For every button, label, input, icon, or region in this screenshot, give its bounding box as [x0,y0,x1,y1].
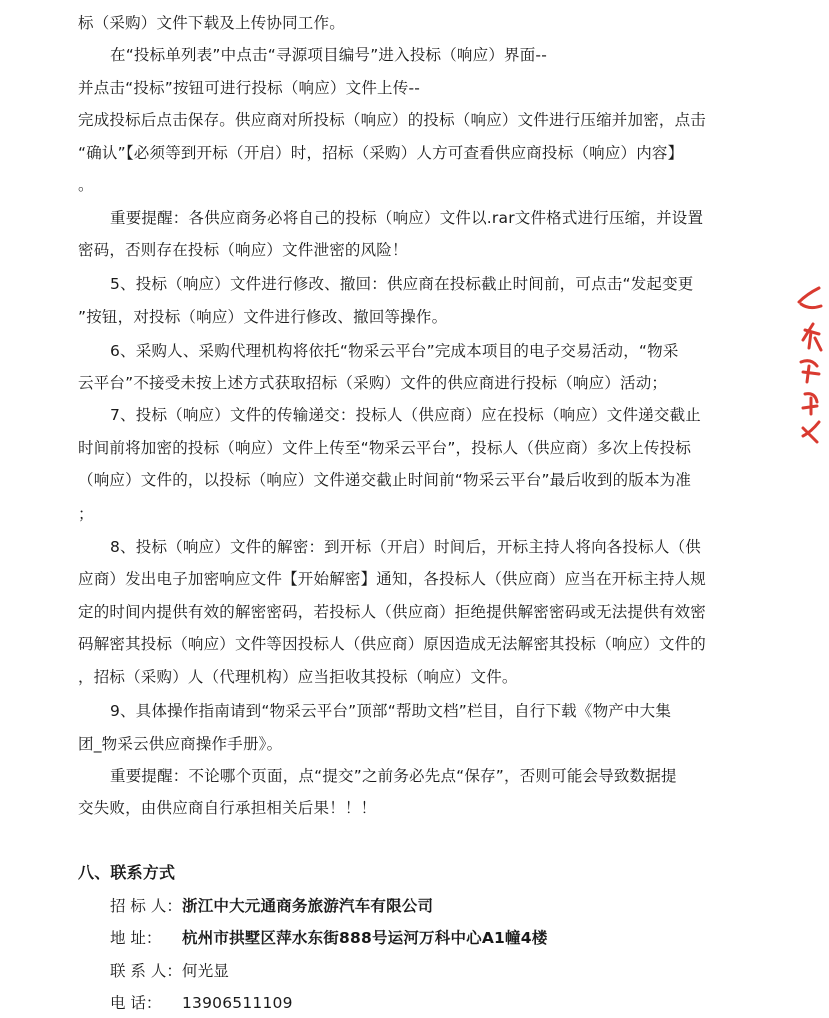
contact-value: 杭州市拱墅区萍水东街888号运河万科中心A1幢4楼 [182,929,548,947]
text-line-17: 8、投标（响应）文件的解密：到开标（开启）时间后，开标主持人将向各投标人（供 [110,538,701,556]
contact-label: 招 标 人： [110,897,182,915]
text-line-4: 完成投标后点击保存。供应商对所投标（响应）的投标（响应）文件进行压缩并加密，点击 [78,111,707,129]
text-line-11: 6、采购人、采购代理机构将依托“物采云平台”完成本项目的电子交易活动，“物采 [110,342,679,360]
text-line-20: 码解密其投标（响应）文件等因投标人（供应商）原因造成无法解密其投标（响应）文件的 [78,635,707,653]
section-heading-contact: 八、联系方式 [78,863,176,882]
text-line-24: 重要提醒：不论哪个页面，点“提交”之前务必先点“保存”，否则可能会导致数据提 [110,767,677,785]
contact-row-person [110,960,782,982]
contact-row-phone [110,992,782,1014]
text-line-2: 在“投标单列表”中点击“寻源项目编号”进入投标（响应）界面-- [110,46,548,64]
text-line-5: “确认”【必须等到开标（开启）时，招标（采购）人方可查看供应商投标（响应）内容】 [78,144,684,162]
contact-row-address [110,927,782,949]
text-line-7: 重要提醒：各供应商务必将自己的投标（响应）文件以.rar文件格式进行压缩，并设置 [110,209,704,227]
text-line-13: 7、投标（响应）文件的传输递交：投标人（供应商）应在投标（响应）文件递交截止 [110,406,701,424]
contact-row-tenderer [110,895,782,917]
text-line-19: 定的时间内提供有效的解密密码，若投标人（供应商）拒绝提供解密密码或无法提供有效密 [78,603,707,621]
contact-value: 何光显 [182,962,230,980]
text-line-25: 交失败，由供应商自行承担相关后果！！！ [78,799,377,817]
text-line-12: 云平台”不接受未按上述方式获取招标（采购）文件的供应商进行投标（响应）活动； [78,374,668,392]
text-line-21: ，招标（采购）人（代理机构）应当拒收其投标（响应）文件。 [78,668,518,686]
text-line-1: 标（采购）文件下载及上传协同工作。 [78,14,345,32]
text-line-10: ”按钮，对投标（响应）文件进行修改、撤回等操作。 [78,308,448,326]
text-line-23: 团_物采云供应商操作手册》。 [78,735,283,753]
text-line-8: 密码，否则存在投标（响应）文件泄密的风险！ [78,241,408,259]
seal-strokes [799,288,821,442]
text-line-9: 5、投标（响应）文件进行修改、撤回：供应商在投标截止时间前，可点击“发起变更 [110,275,694,293]
text-line-22: 9、具体操作指南请到“物采云平台”顶部“帮助文档”栏目，自行下载《物产中大集 [110,702,672,720]
contact-value: 13906511109 [182,994,293,1012]
contact-value: 浙江中大元通商务旅游汽车有限公司 [182,897,434,915]
text-line-6: 。 [78,176,94,194]
text-line-16: ； [78,505,94,523]
text-line-18: 应商）发出电子加密响应文件【开始解密】通知，各投标人（供应商）应当在开标主持人规 [78,570,707,588]
red-seal-stamp [791,280,825,450]
text-line-15: （响应）文件的，以投标（响应）文件递交截止时间前“物采云平台”最后收到的版本为准 [78,471,692,489]
text-line-3: 并点击“投标”按钮可进行投标（响应）文件上传-- [78,79,421,97]
text-line-14: 时间前将加密的投标（响应）文件上传至“物采云平台”，投标人（供应商）多次上传投标 [78,439,692,457]
contact-label: 电 话： [110,994,162,1012]
contact-label: 联 系 人： [110,962,182,980]
contact-label: 地 址： [110,929,162,947]
